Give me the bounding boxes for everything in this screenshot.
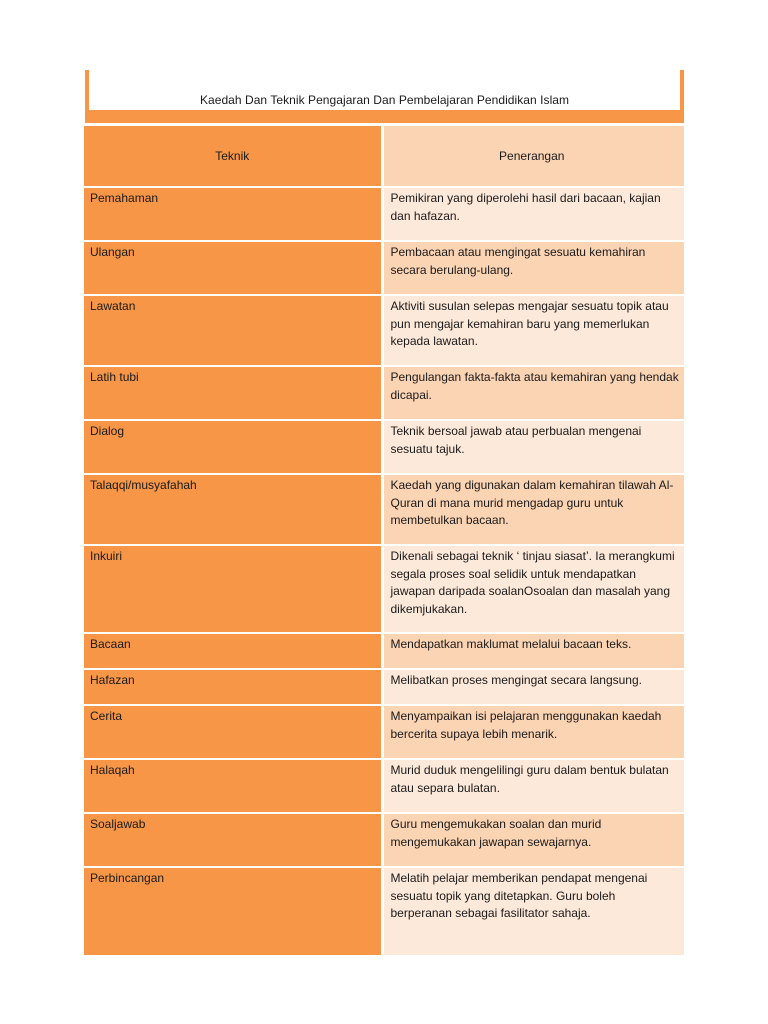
penerangan-text: Pemikiran yang diperolehi hasil dari bacaan, kajian dan hafazan. bbox=[390, 191, 661, 223]
penerangan-cell bbox=[382, 241, 684, 295]
penerangan-cell bbox=[382, 295, 684, 366]
penerangan-cell bbox=[382, 669, 684, 705]
teknik-label: Pemahaman bbox=[90, 191, 159, 205]
teknik-cell bbox=[84, 867, 382, 956]
document-title: Kaedah Dan Teknik Pengajaran Dan Pembelajaran Pendidikan Islam bbox=[199, 93, 570, 107]
table-row bbox=[84, 187, 684, 241]
penerangan-text: Guru mengemukakan soalan dan murid mengemukakan jawapan sewajarnya. bbox=[390, 817, 602, 849]
penerangan-text: Aktiviti susulan selepas mengajar sesuatu topik atau pun mengajar kemahiran baru yang memerlukan kepada lawatan. bbox=[390, 299, 669, 348]
header-teknik: Teknik bbox=[84, 126, 382, 187]
teknik-cell bbox=[84, 669, 382, 705]
penerangan-cell bbox=[382, 545, 684, 633]
teknik-label: Cerita bbox=[90, 709, 123, 723]
table-row bbox=[84, 295, 684, 366]
penerangan-text: Murid duduk mengelilingi guru dalam bentuk bulatan atau separa bulatan. bbox=[390, 763, 669, 795]
penerangan-cell bbox=[382, 187, 684, 241]
penerangan-text: Melatih pelajar memberikan pendapat mengenai sesuatu topik yang ditetapkan. Guru boleh berperanan sebagai fasilitator sahaja. bbox=[390, 871, 648, 920]
penerangan-text: Pembacaan atau mengingat sesuatu kemahiran secara berulang-ulang. bbox=[390, 245, 646, 277]
table-row bbox=[84, 366, 684, 420]
title-box bbox=[85, 70, 684, 123]
teknik-label: Lawatan bbox=[90, 299, 136, 313]
teknik-cell bbox=[84, 759, 382, 813]
penerangan-cell bbox=[382, 474, 684, 545]
table-row bbox=[84, 633, 684, 669]
teknik-label: Talaqqi/musyafahah bbox=[90, 478, 197, 492]
teknik-cell bbox=[84, 366, 382, 420]
teknik-cell bbox=[84, 420, 382, 474]
table-row bbox=[84, 759, 684, 813]
teknik-label: Latih tubi bbox=[90, 370, 139, 384]
teknik-label: Inkuiri bbox=[90, 549, 123, 563]
penerangan-cell bbox=[382, 813, 684, 867]
penerangan-cell bbox=[382, 759, 684, 813]
penerangan-text: Melibatkan proses mengingat secara langsung. bbox=[390, 673, 642, 687]
penerangan-text: Teknik bersoal jawab atau perbualan mengenai sesuatu tajuk. bbox=[390, 424, 642, 456]
penerangan-text: Menyampaikan isi pelajaran menggunakan kaedah bercerita supaya lebih menarik. bbox=[390, 709, 662, 741]
penerangan-cell bbox=[382, 867, 684, 956]
table-body bbox=[84, 126, 684, 956]
teknik-label: Dialog bbox=[90, 424, 125, 438]
penerangan-cell bbox=[382, 366, 684, 420]
penerangan-text: Mendapatkan maklumat melalui bacaan teks. bbox=[390, 637, 632, 651]
teknik-label: Soaljawab bbox=[90, 817, 146, 831]
table-row bbox=[84, 813, 684, 867]
table-row bbox=[84, 705, 684, 759]
header-penerangan: Penerangan bbox=[382, 126, 684, 187]
teknik-label: Perbincangan bbox=[90, 871, 165, 885]
teknik-cell bbox=[84, 187, 382, 241]
teknik-label: Bacaan bbox=[90, 637, 131, 651]
teknik-cell bbox=[84, 813, 382, 867]
teknik-cell bbox=[84, 474, 382, 545]
penerangan-text: Kaedah yang digunakan dalam kemahiran tilawah Al-Quran di mana murid mengadap guru untuk membetulkan bacaan. bbox=[390, 478, 674, 527]
table-row bbox=[84, 241, 684, 295]
teknik-table bbox=[84, 126, 684, 957]
penerangan-text: Dikenali sebagai teknik ‘ tinjau siasat’. Ia merangkumi segala proses soal selidik untuk mendapatkan jawapan daripada soalanOsoalan dan masalah yang dikemjukakan. bbox=[390, 549, 675, 616]
table-row bbox=[84, 420, 684, 474]
penerangan-text: Pengulangan fakta-fakta atau kemahiran yang hendak dicapai. bbox=[390, 370, 679, 402]
table-header-row bbox=[84, 126, 684, 187]
penerangan-cell bbox=[382, 633, 684, 669]
teknik-cell bbox=[84, 545, 382, 633]
teknik-cell bbox=[84, 705, 382, 759]
table-row bbox=[84, 474, 684, 545]
teknik-cell bbox=[84, 241, 382, 295]
teknik-cell bbox=[84, 633, 382, 669]
teknik-label: Hafazan bbox=[90, 673, 135, 687]
penerangan-cell bbox=[382, 420, 684, 474]
penerangan-cell bbox=[382, 705, 684, 759]
table-row bbox=[84, 669, 684, 705]
teknik-cell bbox=[84, 295, 382, 366]
teknik-label: Ulangan bbox=[90, 245, 135, 259]
table-row bbox=[84, 867, 684, 956]
teknik-label: Halaqah bbox=[90, 763, 135, 777]
table-row bbox=[84, 545, 684, 633]
